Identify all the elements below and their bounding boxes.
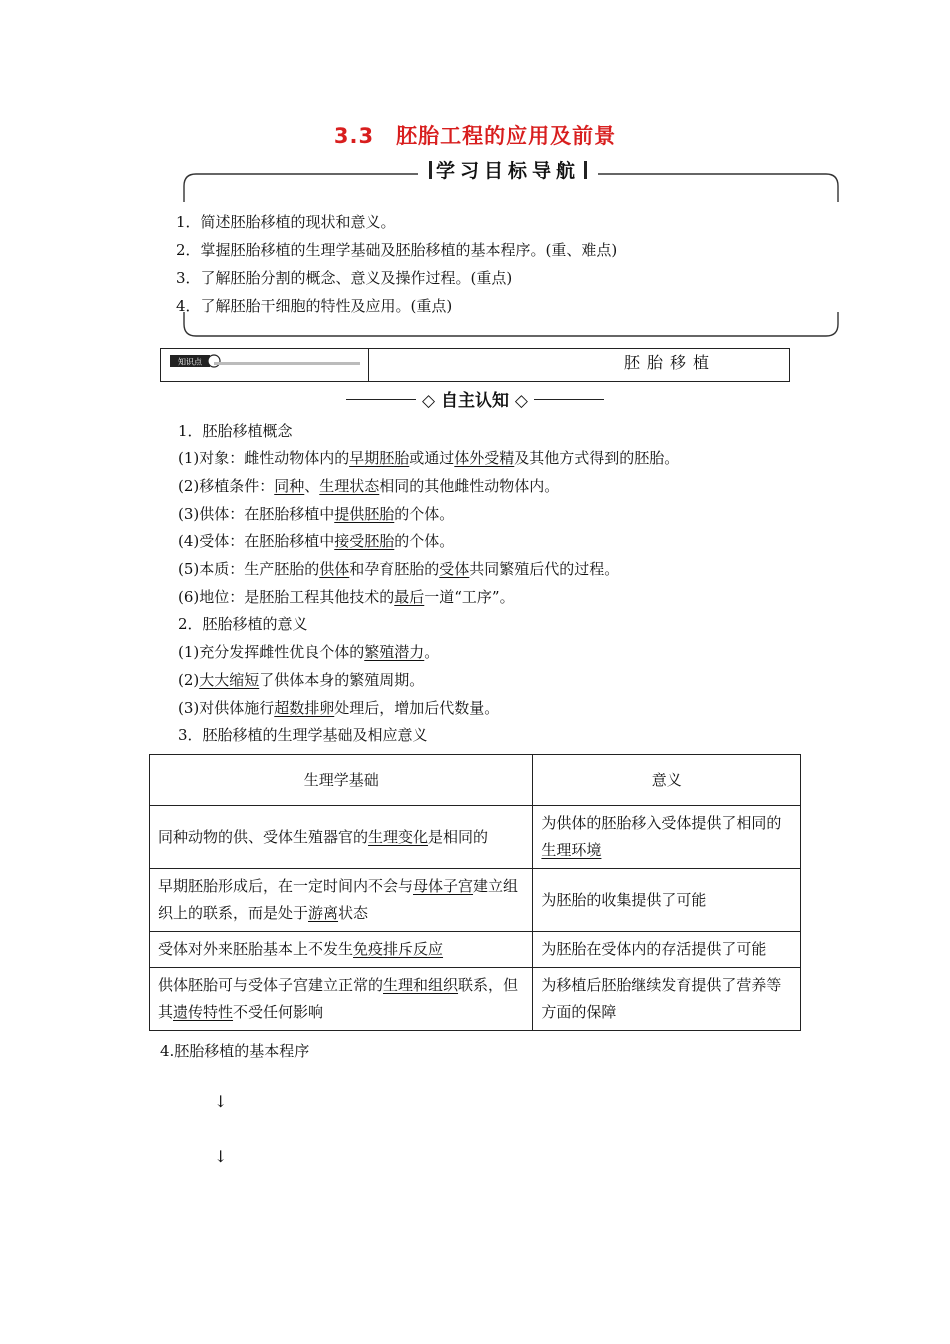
section-title: 胚胎工程的应用及前景 bbox=[396, 124, 617, 148]
significance-3: (3)对供体施行超数排卵处理后，增加后代数量。 bbox=[178, 699, 500, 717]
goals-heading: 学习目标导航 bbox=[418, 156, 598, 183]
goal-item: 1．简述胚胎移植的现状和意义。 bbox=[176, 213, 396, 231]
table-header-cell: 生理学基础 bbox=[150, 755, 533, 806]
concept-essence: (5)本质：生产胚胎的供体和孕育胚胎的受体共同繁殖后代的过程。 bbox=[178, 560, 620, 578]
page-title bbox=[0, 120, 950, 150]
significance-heading: 2．胚胎移植的意义 bbox=[178, 615, 308, 633]
concept-heading: 1．胚胎移植概念 bbox=[178, 422, 293, 440]
concept-donor: (3)供体：在胚胎移植中提供胚胎的个体。 bbox=[178, 505, 455, 523]
procedure-heading: 4.胚胎移植的基本程序 bbox=[160, 1042, 310, 1060]
section-number: 3.3 bbox=[333, 124, 375, 148]
table-cell: 早期胚胎形成后，在一定时间内不会与母体子宫建立组织上的联系，而是处于游离状态 bbox=[150, 869, 533, 932]
table-cell: 同种动物的供、受体生殖器官的生理变化是相同的 bbox=[150, 806, 533, 869]
knowledge-divider bbox=[368, 348, 369, 381]
concept-condition: (2)移植条件：同种、生理状态相同的其他雌性动物体内。 bbox=[178, 477, 560, 495]
down-arrow-icon: ↓ bbox=[214, 1092, 228, 1111]
down-arrow-icon: ↓ bbox=[214, 1147, 228, 1166]
knowledge-point-badge bbox=[166, 352, 360, 370]
table-cell: 为胚胎的收集提供了可能 bbox=[533, 869, 801, 932]
table-row bbox=[150, 932, 801, 968]
goal-item: 3．了解胚胎分割的概念、意义及操作过程。(重点) bbox=[176, 269, 513, 287]
concept-object: (1)对象：雌性动物体内的早期胚胎或通过体外受精及其他方式得到的胚胎。 bbox=[178, 449, 680, 467]
basis-heading: 3．胚胎移植的生理学基础及相应意义 bbox=[178, 726, 428, 744]
heading-rule-right bbox=[534, 399, 604, 400]
heading-bar-left bbox=[429, 161, 432, 179]
significance-2: (2)大大缩短了供体本身的繁殖周期。 bbox=[178, 671, 425, 689]
table-row bbox=[150, 806, 801, 869]
goal-item: 2．掌握胚胎移植的生理学基础及胚胎移植的基本程序。(重、难点) bbox=[176, 241, 618, 259]
table-cell: 供体胚胎可与受体子宫建立正常的生理和组织联系，但其遗传特性不受任何影响 bbox=[150, 968, 533, 1031]
table-header-cell: 意义 bbox=[533, 755, 801, 806]
table-header-row bbox=[150, 755, 801, 806]
table-cell: 为供体的胚胎移入受体提供了相同的生理环境 bbox=[533, 806, 801, 869]
table-row bbox=[150, 968, 801, 1031]
significance-1: (1)充分发挥雌性优良个体的繁殖潜力。 bbox=[178, 643, 440, 661]
badge-label: 知识点 bbox=[178, 357, 202, 367]
table-row bbox=[150, 869, 801, 932]
table-cell: 为胚胎在受体内的存活提供了可能 bbox=[533, 932, 801, 968]
goal-item: 4．了解胚胎干细胞的特性及应用。(重点) bbox=[176, 297, 453, 315]
heading-rule-left bbox=[346, 399, 416, 400]
knowledge-title: 胚胎移植 bbox=[624, 353, 717, 372]
concept-recipient: (4)受体：在胚胎移植中接受胚胎的个体。 bbox=[178, 532, 455, 550]
physiology-table bbox=[149, 754, 801, 1031]
heading-bar-right bbox=[584, 161, 587, 179]
concept-status: (6)地位：是胚胎工程其他技术的最后一道“工序”。 bbox=[178, 588, 515, 606]
self-study-heading: ◇ 自主认知 ◇ bbox=[0, 386, 950, 411]
table-cell: 为移植后胚胎继续发育提供了营养等方面的保障 bbox=[533, 968, 801, 1031]
table-cell: 受体对外来胚胎基本上不发生免疫排斥反应 bbox=[150, 932, 533, 968]
